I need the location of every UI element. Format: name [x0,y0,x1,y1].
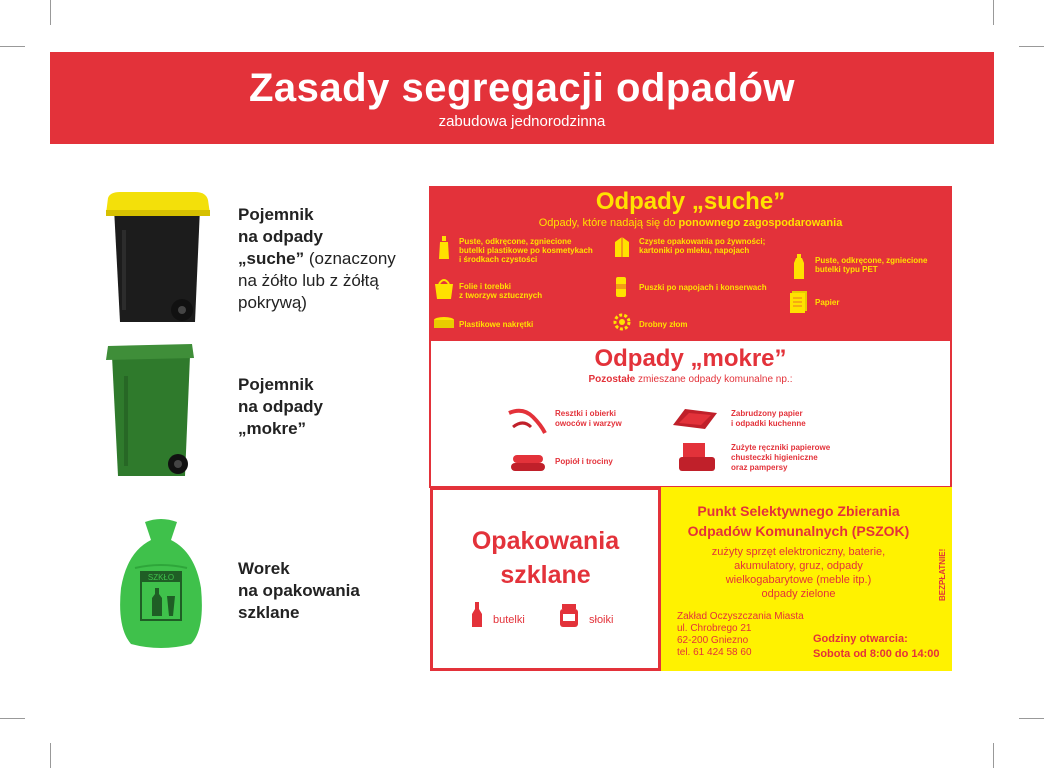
wet-waste-title: Odpady „mokre” [594,345,787,372]
glass-bag-label: Worek na opakowania szklane [238,559,360,622]
page-subtitle: zabudowa jednorodzinna [438,113,606,130]
glass-jar-icon [559,604,579,628]
crop-mark [50,0,51,25]
header-banner [50,52,994,144]
wet-waste-subtitle: Pozostałe zmieszane odpady komunalne np.: [588,374,793,385]
pszok-description: zużyty sprzęt elektroniczny, baterie, akumulatory, gruz, odpady wielkogabarytowe (meble itp.) odpady zielone [711,546,886,600]
dirty-paper-icon [671,405,719,431]
glass-bottle-icon [471,602,483,628]
page-title: Zasady segregacji odpadów [249,66,795,110]
glass-panel [430,487,661,671]
crop-mark [0,46,25,47]
crop-mark [1019,46,1044,47]
dry-item: Papier [815,298,840,307]
wet-bin-label: Pojemnik na odpady „mokre” [238,375,324,438]
dry-item: Folie i torebki z tworzyw sztucznych [459,282,543,300]
milk-carton-icon [613,236,631,258]
crop-mark [1019,718,1044,719]
wet-item: Zużyte ręczniki papierowe chusteczki higieniczne oraz pampersy [731,443,831,472]
dry-waste-title: Odpady „suche” [595,188,786,215]
bottle-cap-icon [433,316,455,330]
pszok-address: Zakład Oczyszczania Miasta ul. Chrobrego 21 62-200 Gniezno tel. 61 424 58 60 [677,611,804,658]
scrap-gear-icon [611,311,633,333]
dry-waste-panel [429,186,952,339]
bottle-label: butelki [493,614,525,626]
pet-bottle-icon [793,254,805,280]
dry-item: Puste, odkręcone, zgniecione butelki typu PET [815,256,928,274]
free-badge: BEZPŁATNIE! [938,548,947,602]
paper-icon [789,290,809,314]
glass-title: Opakowania szklane [471,527,620,589]
dry-waste-subtitle: Odpady, które nadają się do ponownego zagospodarowania [538,217,843,229]
dry-item: Drobny złom [639,320,688,329]
plastic-bag-icon [433,278,455,300]
wet-waste-panel [429,339,952,488]
can-icon [615,276,627,298]
peel-icon [507,407,547,437]
green-bin-icon [100,340,200,480]
jar-label: słoiki [589,614,614,626]
dry-bin-label: Pojemnik na odpady „suche” (oznaczony na żółto lub z żółtą pokrywą) [238,205,396,312]
opening-hours: Godziny otwarcia: Sobota od 8:00 do 14:00 [813,633,940,660]
dry-item: Puste, odkręcone, zgniecione butelki plastikowe po kosmetykach i środkach czystości [459,237,593,264]
crop-mark [0,718,25,719]
wet-item: Popiół i trociny [555,457,613,466]
pszok-panel [661,487,952,671]
yellow-lid-bin-icon [100,190,215,330]
ash-logs-icon [509,451,549,475]
crop-mark [993,0,994,25]
dry-item: Puszki po napojach i konserwach [639,283,767,292]
wet-item: Zabrudzony papier i odpadki kuchenne [731,409,806,428]
dry-item: Plastikowe nakrętki [459,320,534,329]
crop-mark [993,743,994,768]
paper-towels-icon [677,441,717,475]
crop-mark [50,743,51,768]
green-glass-bag-icon [115,518,207,650]
bag-label: SZKŁO [147,573,175,582]
wet-item: Resztki i obierki owoców i warzyw [555,409,622,428]
cosmetic-bottle-icon [437,236,451,260]
pszok-title: Punkt Selektywnego Zbierania Odpadów Komunalnych (PSZOK) [687,503,910,539]
dry-item: Czyste opakowania po żywności; kartoniki po mleku, napojach [639,237,766,255]
